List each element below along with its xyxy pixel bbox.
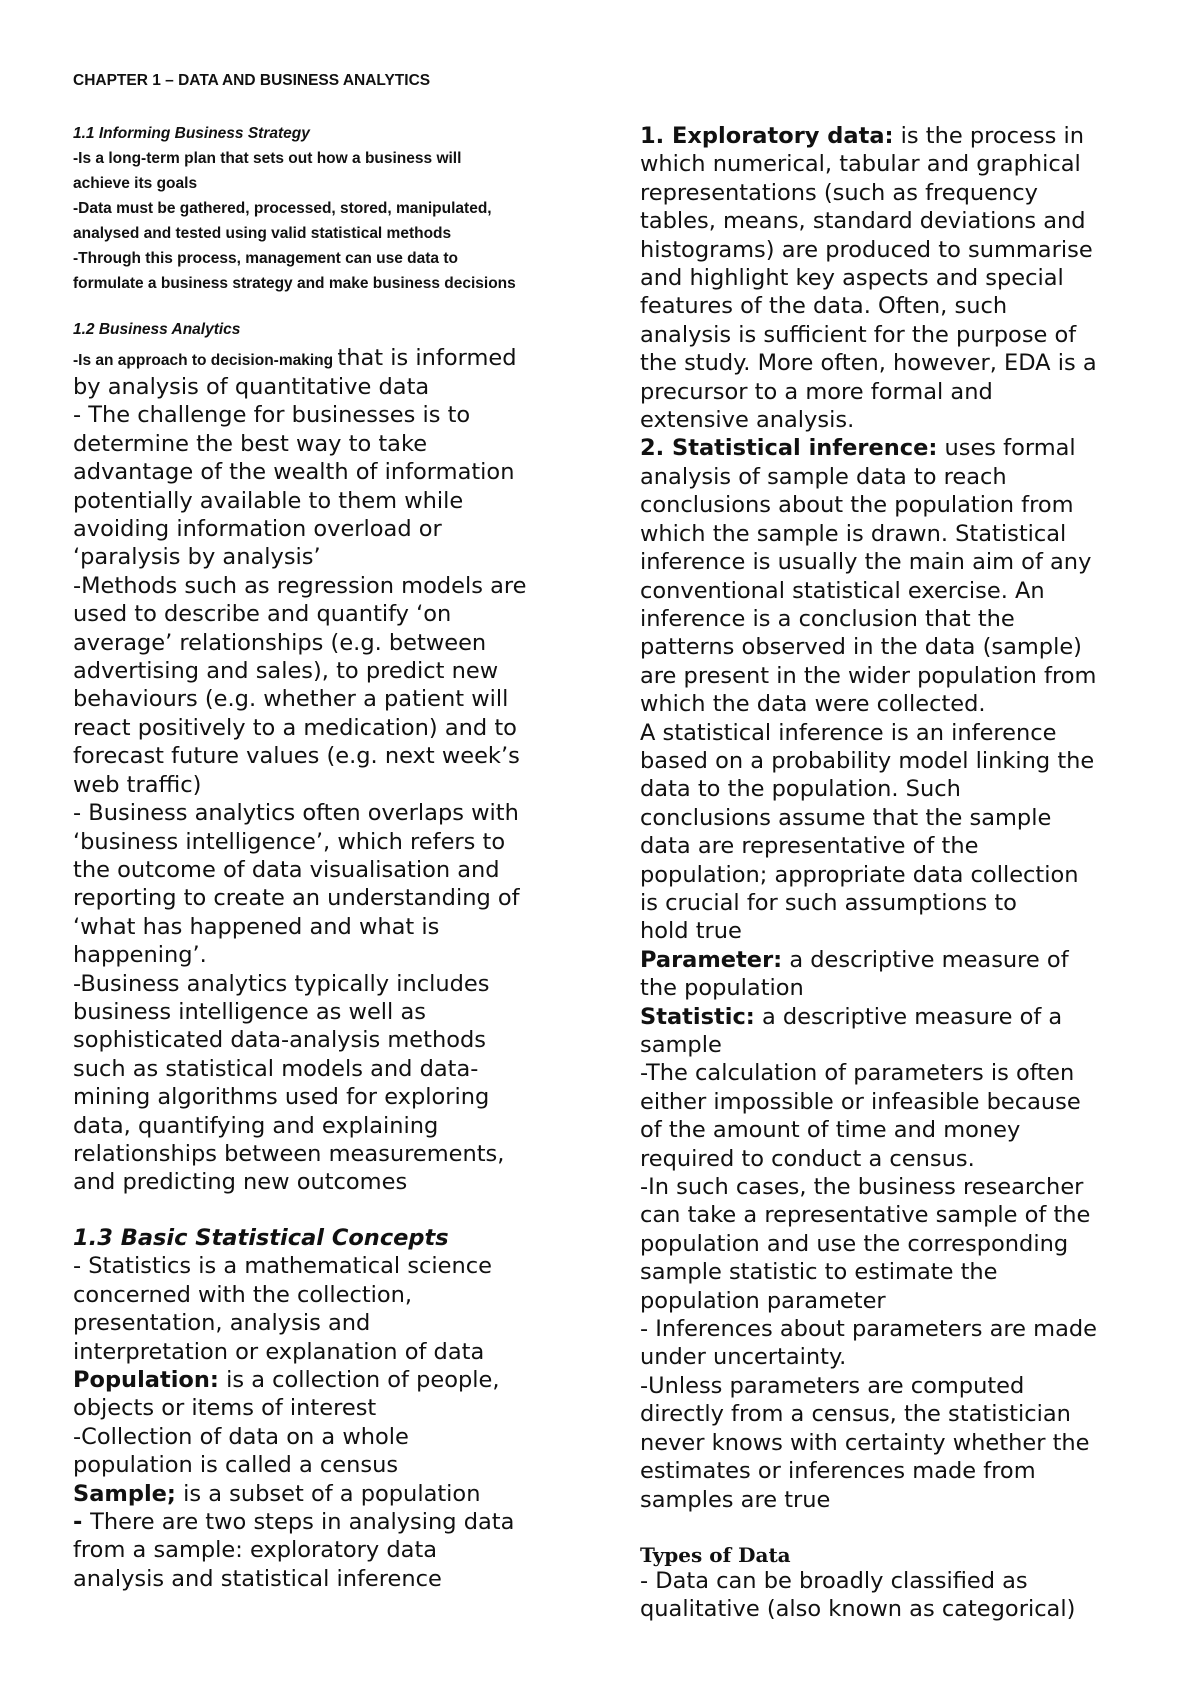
text-line <box>73 1508 593 1536</box>
text-line: the outcome of data visualisation and <box>73 856 500 883</box>
text-line: business intelligence as well as <box>73 998 426 1025</box>
section-1-2-heading: 1.2 Business Analytics <box>73 321 241 338</box>
text-line: data to the population. Such <box>640 776 961 803</box>
text-line: ‘business intelligence’, which refers to <box>73 828 506 855</box>
text-line-small: -Is an approach to decision-making <box>73 352 338 369</box>
text-line: the study. More often, however, EDA is a <box>640 350 1097 377</box>
types-of-data-body <box>640 1567 1160 1624</box>
text-line: estimates or inferences made from <box>640 1458 1036 1485</box>
text-line: -Data must be gathered, processed, stored, manipulated, <box>73 200 492 217</box>
text-line: behaviours (e.g. whether a patient will <box>73 686 509 713</box>
definition-population: is a collection of people, <box>218 1367 500 1394</box>
text-line: features of the data. Often, such <box>640 293 1008 320</box>
text-line: - Statistics is a mathematical science <box>73 1253 492 1280</box>
text-line: histograms) are produced to summarise <box>640 236 1093 263</box>
text-line: average’ relationships (e.g. between <box>73 629 487 656</box>
text-line: - Data can be broadly classified as <box>640 1568 1028 1594</box>
text-line: such as statistical models and data- <box>73 1055 479 1082</box>
text-line <box>73 1480 593 1508</box>
term-parameter: Parameter: <box>640 946 783 973</box>
text-line: used to describe and quantify ‘on <box>73 601 452 628</box>
text-line: sample <box>640 1032 722 1058</box>
section-1-1-heading: 1.1 Informing Business Strategy <box>73 125 310 142</box>
text-line: analysed and tested using valid statistical methods <box>73 225 452 242</box>
text-line <box>640 122 1160 150</box>
text-line: advantage of the wealth of information <box>73 459 515 486</box>
text-line: reporting to create an understanding of <box>73 885 520 912</box>
text-line: react positively to a medication) and to <box>73 714 517 741</box>
text-line: and highlight key aspects and special <box>640 265 1064 292</box>
section-1-3 <box>73 1224 593 1593</box>
text-line: the population <box>640 975 804 1002</box>
dash: - <box>73 1509 91 1536</box>
term-population: Population: <box>73 1367 219 1394</box>
text-line: -Business analytics typically includes <box>73 970 490 997</box>
text-line: -In such cases, the business researcher <box>640 1174 1084 1201</box>
text-line: objects or items of interest <box>73 1395 377 1422</box>
text-line: under uncertainty. <box>640 1344 847 1371</box>
section-1-2-body <box>73 344 593 1197</box>
text-line: which the data were collected. <box>640 691 986 718</box>
text-line: either impossible or infeasible because <box>640 1088 1081 1115</box>
text-line: advertising and sales), to predict new <box>73 658 499 685</box>
text-line: formulate a business strategy and make business decisions <box>73 275 516 292</box>
types-of-data-heading: Types of Data <box>640 1543 791 1567</box>
text-line: directly from a census, the statistician <box>640 1401 1071 1428</box>
steps-text: There are two steps in analysing data <box>90 1509 515 1536</box>
text-line: patterns observed in the data (sample) <box>640 634 1082 661</box>
text-line: mining algorithms used for exploring <box>73 1084 490 1111</box>
text-line <box>640 434 1160 462</box>
text-line: - Inferences about parameters are made <box>640 1316 1097 1343</box>
text-line: data, quantifying and explaining <box>73 1112 439 1139</box>
text-line: -Collection of data on a whole <box>73 1423 409 1450</box>
text-line: forecast future values (e.g. next week’s <box>73 743 520 770</box>
text-line: happening’. <box>73 942 207 969</box>
text-line: representations (such as frequency <box>640 179 1038 206</box>
section-1-3-heading: 1.3 Basic Statistical Concepts <box>73 1225 449 1251</box>
text-line: data are representative of the <box>640 833 979 860</box>
text-line: precursor to a more formal and <box>640 378 993 405</box>
definition-parameter: a descriptive measure of <box>782 946 1069 973</box>
text-line: ‘what has happened and what is <box>73 913 440 940</box>
definition-exploratory-data: is the process in <box>893 123 1084 149</box>
text-line: presentation, analysis and <box>73 1310 371 1337</box>
text-line: population and use the corresponding <box>640 1230 1069 1257</box>
text-line: tables, means, standard deviations and <box>640 208 1086 235</box>
definition-sample: is a subset of a population <box>175 1480 481 1507</box>
text-line: inference is a conclusion that the <box>640 605 1015 632</box>
text-line: conclusions assume that the sample <box>640 804 1052 831</box>
section-1-1 <box>73 121 593 296</box>
text-line: are present in the wider population from <box>640 662 1097 689</box>
text-line: inference is usually the main aim of any <box>640 549 1092 576</box>
text-line: A statistical inference is an inference <box>640 719 1057 746</box>
text-line: -Methods such as regression models are <box>73 572 527 599</box>
text-line: population parameter <box>640 1287 886 1314</box>
text-line: ‘paralysis by analysis’ <box>73 544 321 571</box>
text-line: population; appropriate data collection <box>640 861 1079 888</box>
text-line: qualitative (also known as categorical) <box>640 1596 1076 1623</box>
text-line: -Through this process, management can use data to <box>73 250 458 267</box>
definition-statistical-inference: uses formal <box>937 435 1076 462</box>
text-line: determine the best way to take <box>73 430 428 457</box>
text-line: population is called a census <box>73 1452 399 1479</box>
text-line: web traffic) <box>73 771 202 798</box>
text-line: conventional statistical exercise. An <box>640 577 1045 604</box>
text-line: potentially available to them while <box>73 487 464 514</box>
text-line: extensive analysis. <box>640 407 855 434</box>
text-line: relationships between measurements, <box>73 1140 505 1167</box>
text-line: hold true <box>640 918 742 945</box>
text-line: by analysis of quantitative data <box>73 374 430 400</box>
right-column-body <box>640 122 1160 1514</box>
text-line: avoiding information overload or <box>73 516 442 543</box>
text-line-big: that is informed <box>337 345 517 371</box>
text-line: interpretation or explanation of data <box>73 1338 485 1365</box>
text-line: can take a representative sample of the <box>640 1202 1091 1229</box>
text-line: and predicting new outcomes <box>73 1169 408 1196</box>
text-line: -Is a long-term plan that sets out how a business will <box>73 150 462 167</box>
text-line: based on a probability model linking the <box>640 747 1095 774</box>
text-line: analysis of sample data to reach <box>640 463 1007 490</box>
text-line: from a sample: exploratory data <box>73 1537 438 1564</box>
text-line: conclusions about the population from <box>640 492 1074 519</box>
text-line: - Business analytics often overlaps with <box>73 800 519 827</box>
term-statistic: Statistic: <box>640 1003 755 1030</box>
text-line: which numerical, tabular and graphical <box>640 151 1081 178</box>
text-line <box>640 946 1160 974</box>
term-statistical-inference: 2. Statistical inference: <box>640 435 938 462</box>
text-line: sophisticated data-analysis methods <box>73 1027 486 1054</box>
text-line: of the amount of time and money <box>640 1117 1021 1144</box>
text-line: analysis and statistical inference <box>73 1565 442 1592</box>
text-line: concerned with the collection, <box>73 1281 413 1308</box>
text-line <box>73 344 593 373</box>
definition-statistic: a descriptive measure of a <box>754 1003 1063 1030</box>
text-line: analysis is sufficient for the purpose of <box>640 321 1077 348</box>
chapter-title: CHAPTER 1 – DATA AND BUSINESS ANALYTICS <box>73 72 431 89</box>
text-line: is crucial for such assumptions to <box>640 889 1017 916</box>
text-line: which the sample is drawn. Statistical <box>640 520 1067 547</box>
text-line: samples are true <box>640 1486 831 1513</box>
text-line: achieve its goals <box>73 175 198 192</box>
term-sample: Sample; <box>73 1480 176 1507</box>
term-exploratory-data: 1. Exploratory data: <box>640 123 894 149</box>
text-line: required to conduct a census. <box>640 1145 975 1172</box>
text-line <box>640 1003 1160 1031</box>
text-line: - The challenge for businesses is to <box>73 402 471 429</box>
text-line: -The calculation of parameters is often <box>640 1060 1075 1087</box>
text-line <box>73 1366 593 1394</box>
text-line: never knows with certainty whether the <box>640 1429 1090 1456</box>
text-line: -Unless parameters are computed <box>640 1372 1025 1399</box>
text-line: sample statistic to estimate the <box>640 1259 998 1286</box>
